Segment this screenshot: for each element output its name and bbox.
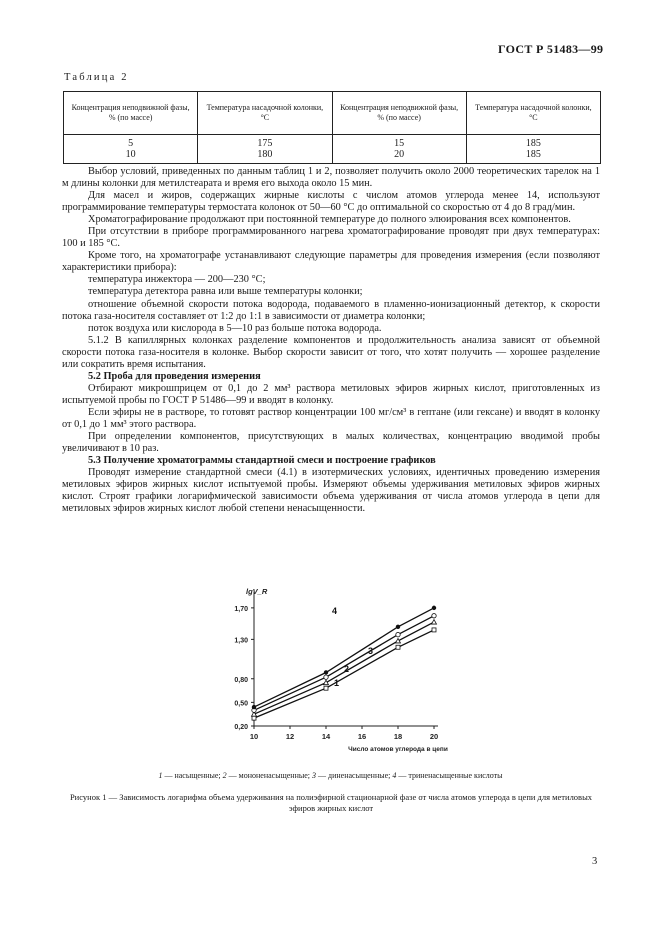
data-point: [252, 716, 256, 720]
paragraph: Отбирают микрошприцем от 0,1 до 2 мм³ раствора метиловых эфиров жирных кислот, приготовленных из испытуемой пробы по ГОСТ Р 51486—99 и вводят в колонку.: [62, 382, 600, 406]
table-row: [64, 135, 601, 150]
data-point: [432, 620, 437, 625]
table-row: [64, 149, 601, 164]
series-label: 3: [368, 646, 374, 656]
chart-svg: [216, 586, 476, 766]
paragraph: Выбор условий, приведенных по данным таблиц 1 и 2, позволяет получить около 2000 теоретических тарелок на 1 м длины колонки для метилстеарата и время его выхода около 15 мин.: [62, 166, 600, 190]
y-axis-label: lgV_R: [246, 587, 268, 596]
y-tick-label: 0,50: [234, 700, 248, 708]
table-cell: 185: [466, 135, 600, 150]
data-point: [396, 632, 400, 636]
x-tick-label: 10: [249, 732, 259, 741]
paragraph: 5.1.2 В капиллярных колонках разделение компонентов и продолжительность анализа зависят от объемной скорости потока газа-носителя в колонке. Выбор скорости зависит от того, что хотят получить — хорошее разделение или сократить время испытания.: [62, 334, 600, 370]
series-label: 4: [332, 606, 338, 616]
table-cell: 180: [198, 149, 332, 164]
table-caption: Таблица 2: [64, 72, 129, 83]
table-cell: 10: [64, 149, 198, 164]
series-label: 1: [334, 678, 340, 688]
x-tick-label: 16: [357, 732, 367, 741]
table-header-cell: Температура насадочной колонки, °С: [198, 92, 332, 135]
legend-text: — мононенасыщенные;: [226, 771, 313, 780]
legend-number: 4: [392, 771, 397, 780]
legend-text: — насыщенные;: [162, 771, 223, 780]
page-number: 3: [592, 856, 598, 867]
table-header-cell: Концентрация неподвижной фазы, % (по массе): [332, 92, 466, 135]
x-tick-label: 12: [285, 732, 295, 741]
data-point: [324, 686, 328, 690]
x-tick-label: 18: [393, 732, 403, 741]
series-label: 2: [344, 664, 350, 674]
paragraph: Если эфиры не в растворе, то готовят раствор концентрации 100 мг/см³ в гептане (или гексане) и вводят в колонку от 0,1 до 1 мм³ этого раствора.: [62, 406, 600, 430]
legend-text: — диненасыщенные;: [316, 771, 393, 780]
legend-number: 1: [158, 771, 163, 780]
data-point: [324, 675, 328, 679]
table-header-cell: Температура насадочной колонки, °С: [466, 92, 600, 135]
table-cell: 15: [332, 135, 466, 150]
x-tick-label: 14: [321, 732, 331, 741]
paragraph: поток воздуха или кислорода в 5—10 раз больше потока водорода.: [88, 322, 382, 334]
data-point: [396, 645, 400, 649]
table-cell: 5: [64, 135, 198, 150]
table-cell: 20: [332, 149, 466, 164]
data-point: [396, 625, 400, 629]
x-axis-label: Число атомов углерода в цепи: [348, 746, 448, 753]
paragraph: Для масел и жиров, содержащих жирные кислоты с числом атомов углерода менее 14, используют программирование температуры термостата колонок от 50—60 °С до оптимальной со скоростью от 4 до 8 град/мин.: [62, 190, 600, 214]
table-cell: 185: [466, 149, 600, 164]
table-header-row: [64, 92, 601, 135]
series-line: [254, 608, 434, 707]
legend-text: — триненасыщенные кислоты: [396, 771, 503, 780]
y-tick-label: 0,20: [234, 724, 248, 731]
data-point: [324, 680, 329, 685]
paragraph: Хроматографирование продолжают при постоянной температуре до полного элюирования всех компонентов.: [88, 214, 571, 226]
series-line: [254, 630, 434, 718]
y-tick-label: 1,70: [234, 605, 248, 613]
data-point: [252, 705, 256, 709]
data-point: [432, 614, 436, 618]
data-point: [432, 628, 436, 632]
figure-caption: Рисунок 1 — Зависимость логарифма объема удерживания на полиэфирной стационарной фазе от числа атомов углерода в цепи для метиловых эфиров жирных кислот: [69, 792, 593, 813]
section-heading: 5.3 Получение хроматограммы стандартной смеси и построение графиков: [88, 455, 436, 467]
data-point: [432, 606, 436, 610]
y-tick-label: 0,80: [234, 676, 248, 684]
paragraph: При определении компонентов, присутствующих в малых количествах, концентрацию вводимой пробы увеличивают в 10 раз.: [62, 431, 600, 455]
table-cell: 175: [198, 135, 332, 150]
chart-legend: [60, 771, 601, 780]
x-tick-label: 20: [429, 732, 439, 741]
y-tick-label: 1,30: [234, 637, 248, 645]
paragraph: температура детектора равна или выше температуры колонки;: [88, 286, 363, 298]
paragraph: температура инжектора — 200—230 °С;: [88, 274, 266, 286]
table-header-cell: Концентрация неподвижной фазы, % (по массе): [64, 92, 198, 135]
conditions-table: [63, 91, 601, 164]
paragraph: Проводят измерение стандартной смеси (4.1) в изотермических условиях, идентичных проведению измерения метиловых эфиров жирных кислот испытуемой пробы. Измеряют объемы удерживания метиловых эфиров жирных кислот. Строят графики логарифмической зависимости объема удерживания от числа атомов углерода в цепи для метиловых эфиров жирных кислот любой степени ненасыщенности.: [62, 467, 600, 515]
paragraph: отношение объемной скорости потока водорода, подаваемого в пламенно-ионизационный детектор, к скорости потока газа-носителя составляет от 1:2 до 1:1 в зависимости от диаметра колонки;: [62, 298, 600, 322]
legend-number: 3: [312, 771, 317, 780]
paragraph: Кроме того, на хроматографе устанавливают следующие параметры для проведения измерения (если позволяют характеристики прибора):: [62, 250, 600, 274]
document-standard-code: ГОСТ Р 51483—99: [498, 42, 604, 56]
retention-chart: [216, 586, 476, 766]
section-heading: 5.2 Проба для проведения измерения: [88, 370, 261, 382]
data-point: [324, 670, 328, 674]
paragraph: При отсутствии в приборе программированного нагрева хроматографирование проводят при двух температурах: 100 и 185 °С.: [62, 226, 600, 250]
legend-number: 2: [222, 771, 227, 780]
body-text: [62, 166, 600, 515]
